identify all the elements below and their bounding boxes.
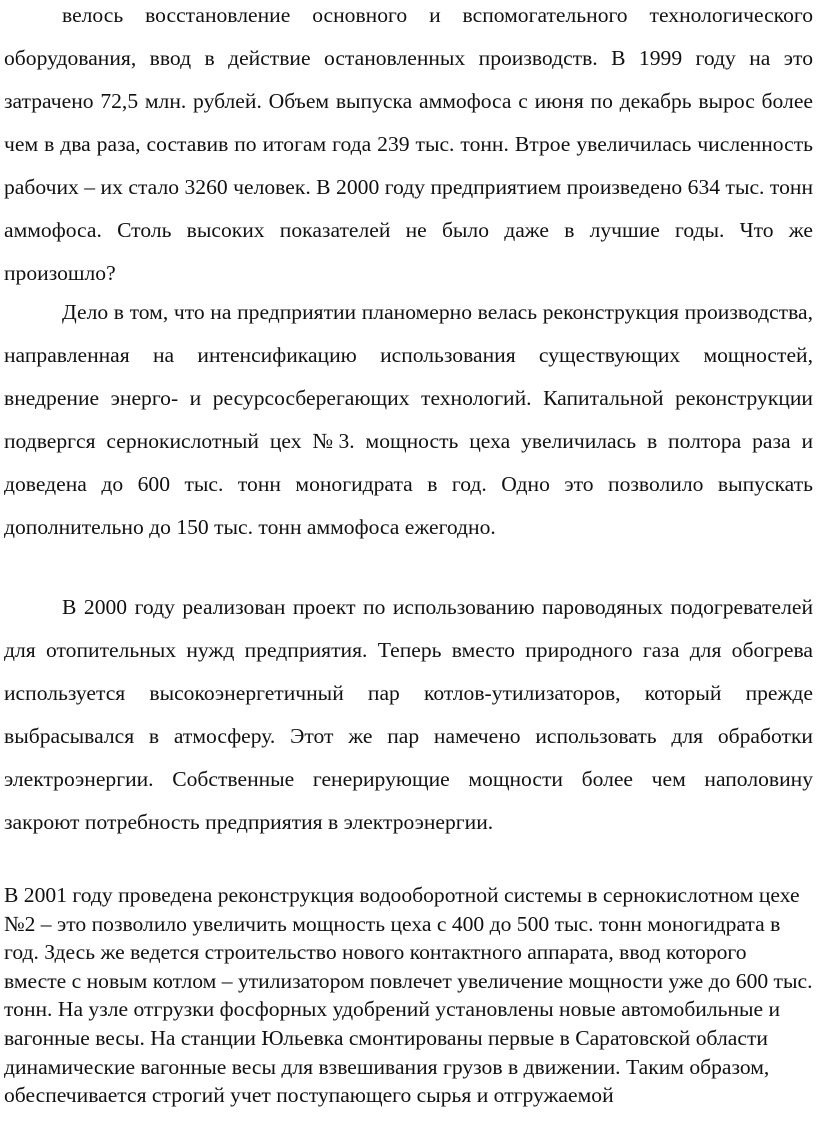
paragraph-heaters: В 2000 году реализован проект по использованию пароводяных подогревателей для отопительных нужд предприятия. Теперь вместо природного газа для обогрева используется высокоэнергетичный пар котлов-утилизаторов, который прежде выбрасывался в атмосферу. Этот же пар намечено использовать для обработки электроэнергии. Собственные генерирующие мощности более чем наполовину закроют потребность предприятия в электроэнергии. xyxy=(4,595,813,834)
paragraph-reconstruction: Дело в том, что на предприятии планомерно велась реконструкция производства, направленная на интенсификацию использования существующих мощностей, внедрение энерго- и ресурсосберегающих технологий. Капитальной реконструкции подвергся сернокислотный цех №3. мощность цеха увеличилась в полтора раза и доведена до 600 тыс. тонн моногидрата в год. Одно это позволило выпускать дополнительно до 150 тыс. тонн аммофоса ежегодно. xyxy=(4,300,813,539)
paragraph-water-system: В 2001 году проведена реконструкция водооборотной системы в сернокислотном цехе №2 – это позволило увеличить мощность цеха с 400 до 500 тыс. тонн моногидрата в год. Здесь же ведется строительство нового контактного аппарата, ввод которого вместе с новым котлом – утилизатором повлечет увеличение мощности уже до 600 тыс. тонн. На узле отгрузки фосфорных удобрений установлены новые автомобильные и вагонные весы. На станции Юльевка смонтированы первые в Саратовской области динамические вагонные весы для взвешивания грузов в движении. Таким образом, обеспечивается строгий учет поступающего сырья и отгружаемой xyxy=(4,883,813,1108)
paragraph-restoration: велось восстановление основного и вспомогательного технологического оборудования, ввод в действие остановленных производств. В 1999 году на это затрачено 72,5 млн. рублей. Объем выпуска аммофоса с июня по декабрь вырос более чем в два раза, составив по итогам года 239 тыс. тонн. Втрое увеличилась численность рабочих – их стало 3260 человек. В 2000 году предприятием произведено 634 тыс. тонн аммофоса. Столь высоких показателей не было даже в лучшие годы. Что же произошло? xyxy=(4,3,813,285)
